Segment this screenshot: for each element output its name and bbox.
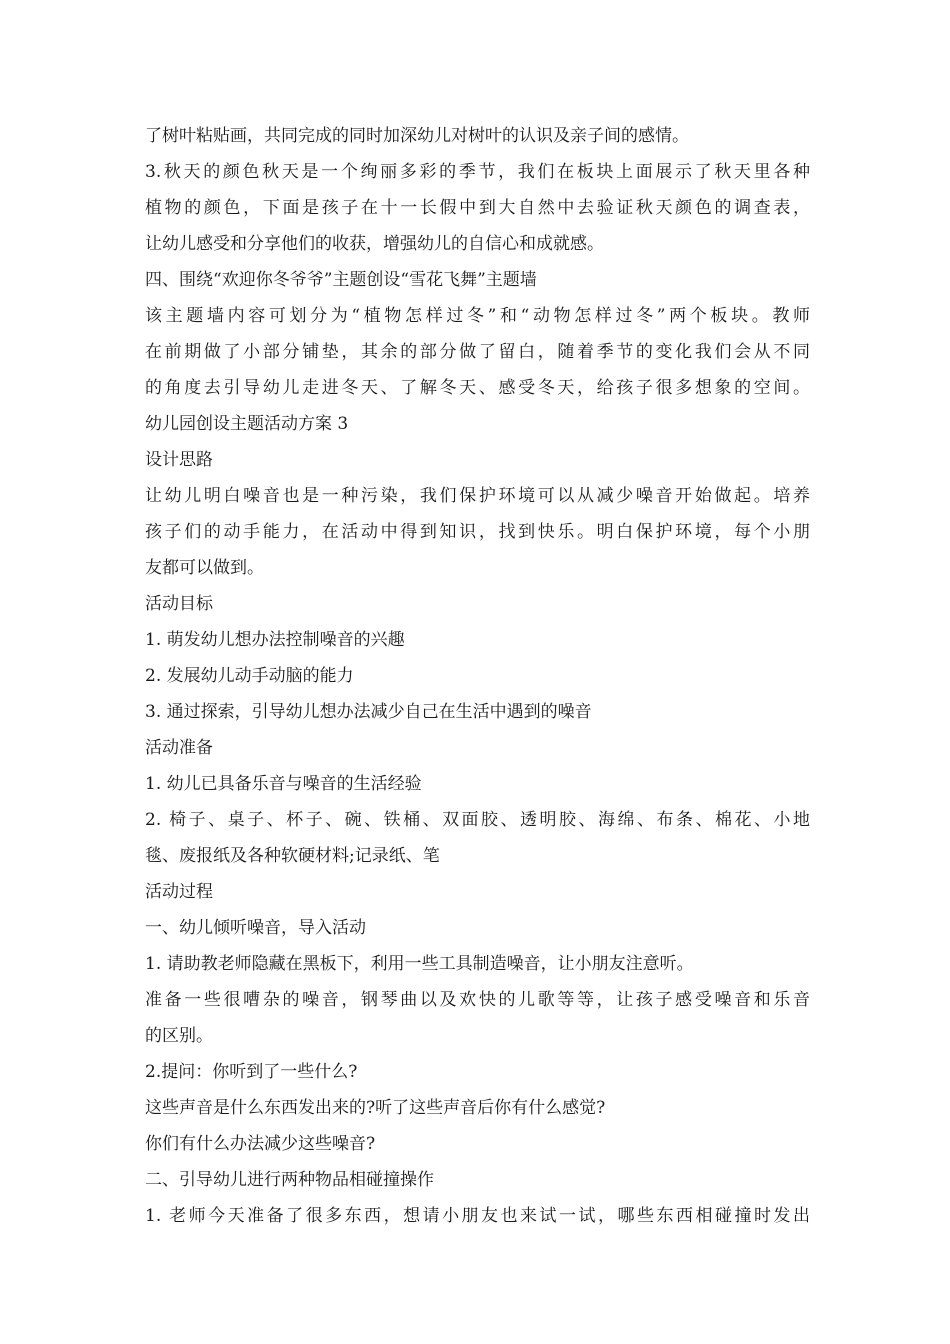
list-item: 1. 幼儿已具备乐音与噪音的生活经验 xyxy=(145,774,422,794)
list-item: 2. 发展幼儿动手动脑的能力 xyxy=(145,666,354,686)
section-heading: 活动准备 xyxy=(145,738,213,758)
text-line: 的区别。 xyxy=(145,1026,213,1046)
text-line: 孩子们的动手能力，在活动中得到知识，找到快乐。明白保护环境，每个小朋 xyxy=(145,522,810,542)
text-line: 让幼儿感受和分享他们的收获，增强幼儿的自信心和成就感。 xyxy=(145,234,604,254)
section-heading: 四、围绕“欢迎你冬爷爷”主题创设“雪花飞舞”主题墙 xyxy=(145,270,537,290)
text-line: 在前期做了小部分铺垫，其余的部分做了留白，随着季节的变化我们会从不同 xyxy=(145,342,810,362)
text-line: 让幼儿明白噪音也是一种污染，我们保护环境可以从减少噪音开始做起。培养 xyxy=(145,486,810,506)
section-heading: 活动目标 xyxy=(145,594,213,614)
section-heading: 一、幼儿倾听噪音，导入活动 xyxy=(145,918,366,938)
text-line: 你们有什么办法减少这些噪音? xyxy=(145,1134,376,1154)
text-line: 3.秋天的颜色秋天是一个绚丽多彩的季节，我们在板块上面展示了秋天里各种 xyxy=(145,162,810,182)
document-body xyxy=(145,118,810,1234)
section-heading: 活动过程 xyxy=(145,882,213,902)
list-item: 1. 萌发幼儿想办法控制噪音的兴趣 xyxy=(145,630,405,650)
document-title: 幼儿园创设主题活动方案 3 xyxy=(145,414,349,434)
list-item: 1. 请助教老师隐藏在黑板下，利用一些工具制造噪音，让小朋友注意听。 xyxy=(145,954,694,974)
text-line: 友都可以做到。 xyxy=(145,558,264,578)
text-line: 了树叶粘贴画，共同完成的同时加深幼儿对树叶的认识及亲子间的感情。 xyxy=(145,126,689,146)
text-line: 准备一些很嘈杂的噪音，钢琴曲以及欢快的儿歌等等，让孩子感受噪音和乐音 xyxy=(145,990,810,1010)
section-heading: 设计思路 xyxy=(145,450,213,470)
list-item: 2.提问：你听到了一些什么? xyxy=(145,1062,358,1082)
list-item: 1. 老师今天准备了很多东西，想请小朋友也来试一试，哪些东西相碰撞时发出 xyxy=(145,1206,810,1226)
text-line: 植物的颜色，下面是孩子在十一长假中到大自然中去验证秋天颜色的调查表， xyxy=(145,198,810,218)
text-line: 这些声音是什么东西发出来的?听了这些声音后你有什么感觉? xyxy=(145,1098,606,1118)
text-line: 的角度去引导幼儿走进冬天、了解冬天、感受冬天，给孩子很多想象的空间。 xyxy=(145,378,810,398)
text-line: 毯、废报纸及各种软硬材料;记录纸、笔 xyxy=(145,846,440,866)
list-item: 2. 椅子、桌子、杯子、碗、铁桶、双面胶、透明胶、海绵、布条、棉花、小地 xyxy=(145,810,810,830)
text-line: 该主题墙内容可划分为“植物怎样过冬”和“动物怎样过冬”两个板块。教师 xyxy=(145,306,810,326)
section-heading: 二、引导幼儿进行两种物品相碰撞操作 xyxy=(145,1170,434,1190)
list-item: 3. 通过探索，引导幼儿想办法减少自己在生活中遇到的噪音 xyxy=(145,702,592,722)
